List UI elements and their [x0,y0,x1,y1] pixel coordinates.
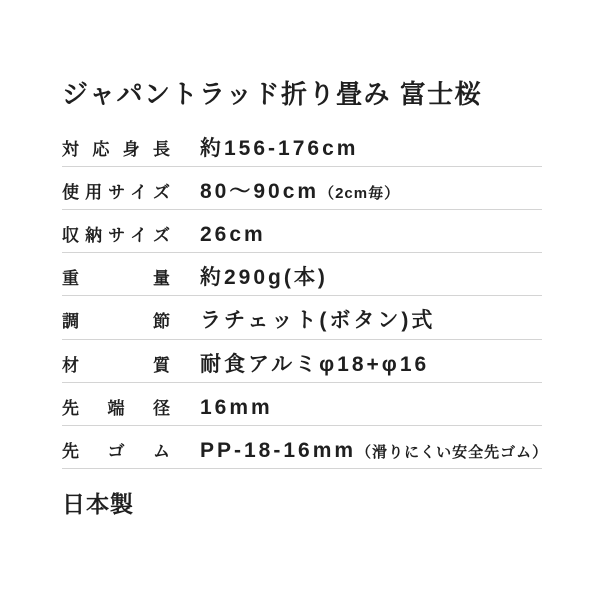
spec-value [200,439,548,462]
spec-value [200,353,429,376]
table-row-adjustment [62,296,542,339]
spec-value [200,396,273,419]
spec-value-main: ラチェット(ボタン)式 [200,309,436,333]
spec-value [200,223,266,246]
spec-value-note: （2cm毎） [319,185,401,203]
spec-value-note: （滑りにくい安全先ゴム） [356,443,549,461]
table-row-tip-rubber [62,426,549,469]
spec-label: 材質 [62,355,170,375]
spec-label: 先端径 [62,398,170,418]
spec-value-main: 16mm [200,395,273,419]
spec-value-main: 80〜90cm [200,180,320,204]
spec-value-main: 約290g(本) [200,266,328,290]
spec-value [200,180,400,203]
table-row-storage-size [62,210,542,253]
table-row-tip-diameter [62,383,542,426]
spec-label: 対応身長 [62,140,170,160]
made-in-japan-label: 日本製 [62,490,134,517]
spec-value-main: 耐食アルミφ18+φ16 [200,352,430,376]
table-row-material [62,340,542,383]
table-row-usage-size [62,167,542,210]
table-row-weight [62,253,542,296]
spec-label: 収納サイズ [62,226,170,246]
spec-value-main: 約156-176cm [200,137,359,161]
spec-value-main: 26cm [200,223,266,247]
spec-value [200,137,358,160]
page-title: ジャパントラッド折り畳み 富士桜 [62,79,483,109]
spec-label: 重量 [62,269,170,289]
spec-value-main: PP-18-16mm [200,438,357,462]
spec-label: 調節 [62,312,170,332]
table-row-height [62,124,542,167]
spec-table [62,124,549,469]
spec-value [200,309,435,332]
spec-value [200,266,328,289]
spec-label: 先ゴム [62,441,170,461]
spec-label: 使用サイズ [62,183,170,203]
